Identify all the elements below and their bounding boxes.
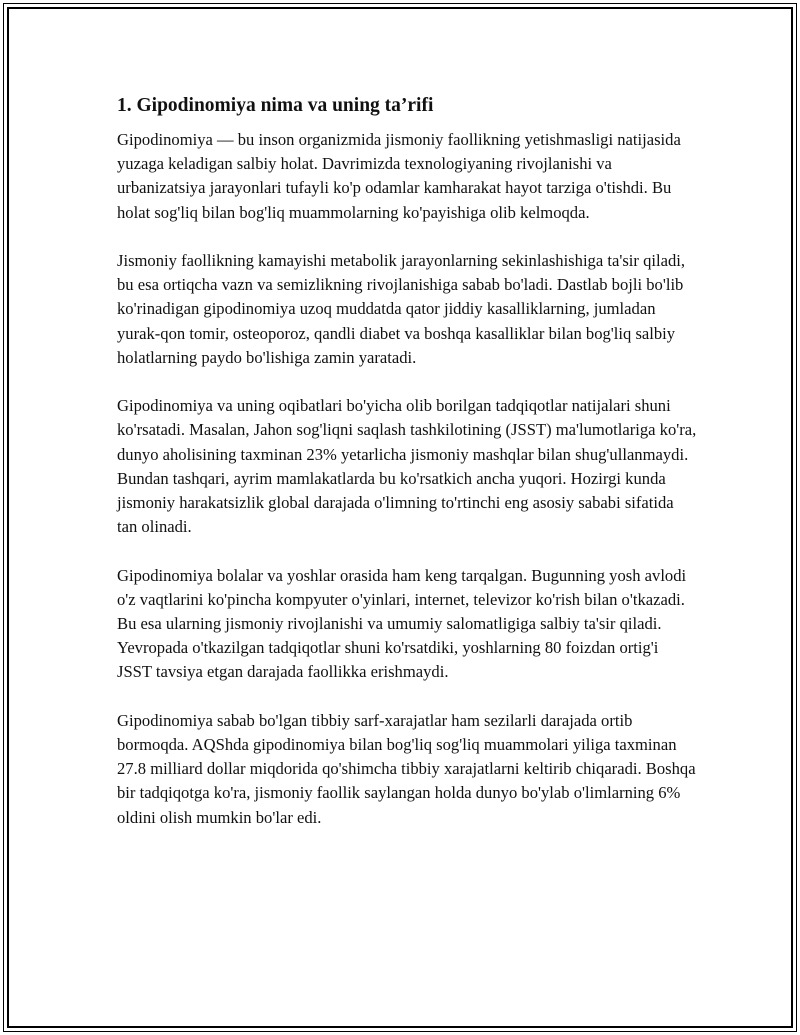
document-body [117, 92, 697, 854]
paragraph-costs: Gipodinomiya sabab bo'lgan tibbiy sarf-xarajatlar ham sezilarli darajada ortib bormoqda. AQShda gipodinomiya bilan bog'liq sog'liq muammolari yiliga taxminan 27.8 milliard dollar miqdorida qo'shimcha tibbiy xarajatlarni keltirib chiqaradi. Boshqa bir tadqiqotga ko'ra, jismoniy faollik saylangan holda dunyo bo'ylab o'limlarning 6% oldini olish mumkin bo'lar edi. [117, 710, 696, 827]
paragraph-youth: Gipodinomiya bolalar va yoshlar orasida ham keng tarqalgan. Bugunning yosh avlodi o'z vaqtlarini ko'pincha kompyuter o'yinlari, internet, televizor ko'rish bilan o'tkazadi. Bu esa ularning jismoniy rivojlanishi va umumiy salomatligiga salbiy ta'sir qiladi. Yevropada o'tkazilgan tadqiqotlar shuni ko'rsatdiki, yoshlarning 80 foizdan ortig'i JSST tavsiya etgan darajada faollikka erishmaydi. [117, 565, 687, 682]
section-heading: 1. Gipodinomiya nima va uning ta’rifi [117, 95, 434, 116]
paragraph-statistics: Gipodinomiya va uning oqibatlari bo'yicha olib borilgan tadqiqotlar natijalari shuni ko'rsatadi. Masalan, Jahon sog'liqni saqlash tashkilotining (JSST) ma'lumotlariga ko'ra, dunyo aholisining taxminan 23% yetarlicha jismoniy mashqlar bilan shug'ullanmaydi. Bundan tashqari, ayrim mamlakatlarda bu ko'rsatkich ancha yuqori. Hozirgi kunda jismoniy harakatsizlik global darajada o'limning to'rtinchi eng asosiy sababi sifatida tan olinadi. [117, 396, 697, 537]
paragraph-definition: Gipodinomiya — bu inson organizmida jismoniy faollikning yetishmasligi natijasida yuzaga keladigan salbiy holat. Davrimizda texnologiyaning rivojlanishi va urbanizatsiya jarayonlari tufayli ko'p odamlar kamharakat hayot tarziga o'tishdi. Bu holat sog'liq bilan bog'liq muammolarning ko'payishiga olib kelmoqda. [117, 130, 681, 222]
paragraph-metabolism: Jismoniy faollikning kamayishi metabolik jarayonlarning sekinlashishiga ta'sir qiladi, bu esa ortiqcha vazn va semizlikning rivojlanishiga sabab bo'ladi. Dastlab bojli bo'lib ko'rinadigan gipodinomiya uzoq muddatda qator jiddiy kasalliklarning, jumladan yurak-qon tomir, osteoporoz, qandli diabet va boshqa kasalliklar bilan bog'liq salbiy holatlarning paydo bo'lishiga zamin yaratadi. [117, 251, 686, 367]
